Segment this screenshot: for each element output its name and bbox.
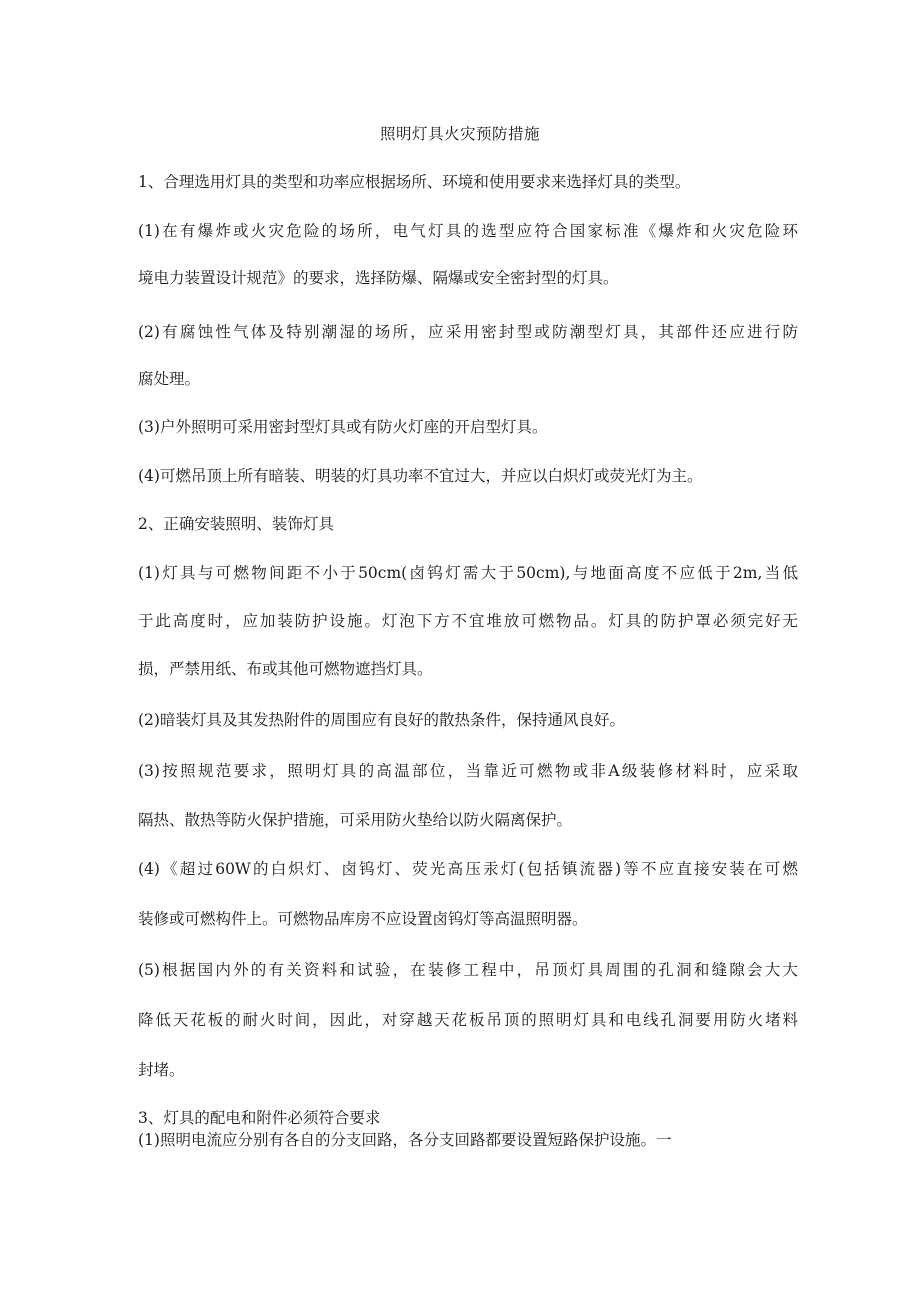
document-title: 照明灯具火灾预防措施: [379, 125, 540, 143]
heading-1: 1、合理选用灯具的类型和功率应根据场所、环境和使用要求来选择灯具的类型。: [138, 173, 691, 191]
paragraph-line: 降低天花板的耐火时间，因此，对穿越天花板吊顶的照明灯具和电线孔洞要用防火堵料: [138, 1011, 798, 1029]
paragraph-line: 封堵。: [138, 1061, 185, 1079]
paragraph-line: 于此高度时，应加装防护设施。灯泡下方不宜堆放可燃物品。灯具的防护罩必须完好无: [138, 612, 798, 630]
heading-3: 3、灯具的配电和附件必须符合要求: [138, 1109, 381, 1127]
paragraph-line: (5)根据国内外的有关资料和试验，在装修工程中，吊顶灯具周围的孔洞和缝隙会大大: [138, 961, 798, 979]
paragraph-line: (3)户外照明可采用密封型灯具或有防火灯座的开启型灯具。: [138, 418, 548, 436]
paragraph-line: (1)照明电流应分别有各自的分支回路，各分支回路都要设置短路保护设施。一: [138, 1131, 672, 1149]
paragraph-line: (2)有腐蚀性气体及特别潮湿的场所，应采用密封型或防潮型灯具，其部件还应进行防: [138, 323, 798, 341]
paragraph-line: (4)《超过60W的白炽灯、卤钨灯、荧光高压汞灯(包括镇流器)等不应直接安装在可燃: [138, 860, 798, 878]
paragraph-line: 腐处理。: [138, 370, 201, 388]
paragraph-line: 装修或可燃构件上。可燃物品库房不应设置卤钨灯等高温照明器。: [138, 910, 588, 928]
paragraph-line: (2)暗装灯具及其发热附件的周围应有良好的散热条件，保持通风良好。: [138, 711, 625, 729]
paragraph-line: (1)灯具与可燃物间距不小于50cm(卤钨灯需大于50cm),与地面高度不应低于2m,当低: [138, 564, 798, 582]
heading-2: 2、正确安装照明、装饰灯具: [138, 515, 334, 533]
paragraph-line: (1)在有爆炸或火灾危险的场所，电气灯具的选型应符合国家标准《爆炸和火灾危险环: [138, 222, 798, 240]
paragraph-line: 境电力装置设计规范》的要求，选择防爆、隔爆或安全密封型的灯具。: [138, 269, 619, 287]
paragraph-line: 隔热、散热等防火保护措施，可采用防火垫给以防火隔离保护。: [138, 811, 573, 829]
paragraph-line: (3)按照规范要求，照明灯具的高温部位，当靠近可燃物或非A级装修材料时，应采取: [138, 762, 798, 780]
paragraph-line: (4)可燃吊顶上所有暗装、明装的灯具功率不宜过大，并应以白炽灯或荧光灯为主。: [138, 467, 703, 485]
paragraph-line: 损，严禁用纸、布或其他可燃物遮挡灯具。: [138, 660, 433, 678]
